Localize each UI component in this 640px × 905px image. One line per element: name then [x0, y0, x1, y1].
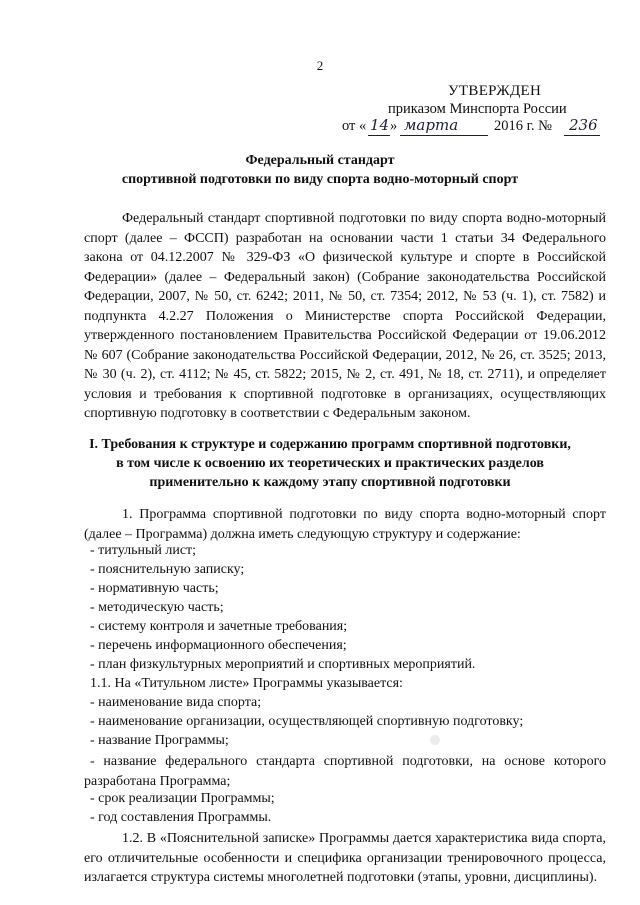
date-day-handwritten: 14 — [370, 116, 390, 134]
section1-heading-line1: I. Требования к структуре и содержанию программ спортивной подготовки, — [89, 437, 571, 452]
title-item: - год составления Программы. — [90, 810, 272, 825]
structure-item: - методическую часть; — [90, 600, 224, 615]
approval-order-line: приказом Минспорта России — [388, 101, 567, 117]
date-prefix: от « — [342, 118, 367, 134]
title-item-long: - название федерального стандарта спортивной подготовки, на основе которого разработана Программа; — [84, 754, 606, 789]
section1-paragraph-1: 1. Программа спортивной подготовки по виду спорта водно-моторный спорт (далее – Программа) должна иметь следующую структуру и содержание: — [84, 507, 606, 542]
structure-item: - план физкультурных мероприятий и спортивных мероприятий. — [90, 657, 476, 672]
title-item: - наименование организации, осуществляющей спортивную подготовку; — [90, 714, 524, 729]
order-number-handwritten: 236 — [569, 116, 598, 134]
date-month-underline — [400, 135, 488, 136]
title-item: - наименование вида спорта; — [90, 695, 262, 710]
section1-heading-line2: в том числе к освоению их теоретических и практических разделов — [116, 456, 544, 471]
title-item: - название Программы; — [90, 733, 229, 748]
approval-header: УТВЕРЖДЕН — [448, 83, 542, 99]
scan-artifact — [430, 735, 440, 745]
date-day-underline — [368, 135, 390, 136]
subsection-1-1: 1.1. На «Титульном листе» Программы указывается: — [90, 676, 403, 691]
approval-date-line — [342, 116, 612, 138]
page-number: 2 — [316, 58, 324, 73]
section1-heading-line3: применительно к каждому этапу спортивной подготовки — [149, 475, 511, 490]
structure-item: - нормативную часть; — [90, 581, 219, 596]
title-item: - срок реализации Программы; — [90, 791, 275, 806]
intro-paragraph: Федеральный стандарт спортивной подготовки по виду спорта водно-моторный спорт (далее – ФССП) разработан на основании части 1 статьи 34 Федерального закона от 04.12.2007 № 329-ФЗ «О физической культуре и спорте в Российской Федерации» (далее – Федеральный закон) (Собрание законодательства Российской Федерации, 2007, № 50, ст. 6242; 2011, № 50, ст. 7354; 2012, № 53 (ч. 1), ст. 7582) и подпункта 4.2.27 Положения о Министерстве спорта Российской Федерации, утвержденного постановлением Правительства Российской Федерации от 19.06.2012 № 607 (Собрание законодательства Российской Федерации, 2012, № 26, ст. 3525; 2013, № 30 (ч. 2), ст. 4112; № 45, ст. 5822; 2015, № 2, ст. 491, № 18, ст. 2711), и определяет условия и требования к спортивной подготовке в организациях, осуществляющих спортивную подготовку в соответствии с Федеральным законом. — [84, 211, 606, 421]
date-year: 2016 г. № — [494, 118, 553, 134]
document-title-line1: Федеральный стандарт — [245, 153, 395, 168]
date-month-handwritten: марта — [404, 116, 459, 134]
structure-item: - систему контроля и зачетные требования; — [90, 619, 348, 634]
order-number-underline — [564, 135, 600, 136]
subsection-1-2: 1.2. В «Пояснительной записке» Программы дается характеристика вида спорта, его отличительные особенности и специфика организации тренировочного процесса, излагается структура системы многолетней подготовки (этапы, уровни, дисциплины). — [84, 831, 606, 885]
document-title-line2: спортивной подготовки по виду спорта водно-моторный спорт — [121, 172, 519, 187]
structure-item: - пояснительную записку; — [90, 562, 245, 577]
structure-item: - перечень информационного обеспечения; — [90, 638, 347, 653]
structure-item: - титульный лист; — [90, 543, 197, 558]
date-mid: » — [390, 118, 398, 134]
